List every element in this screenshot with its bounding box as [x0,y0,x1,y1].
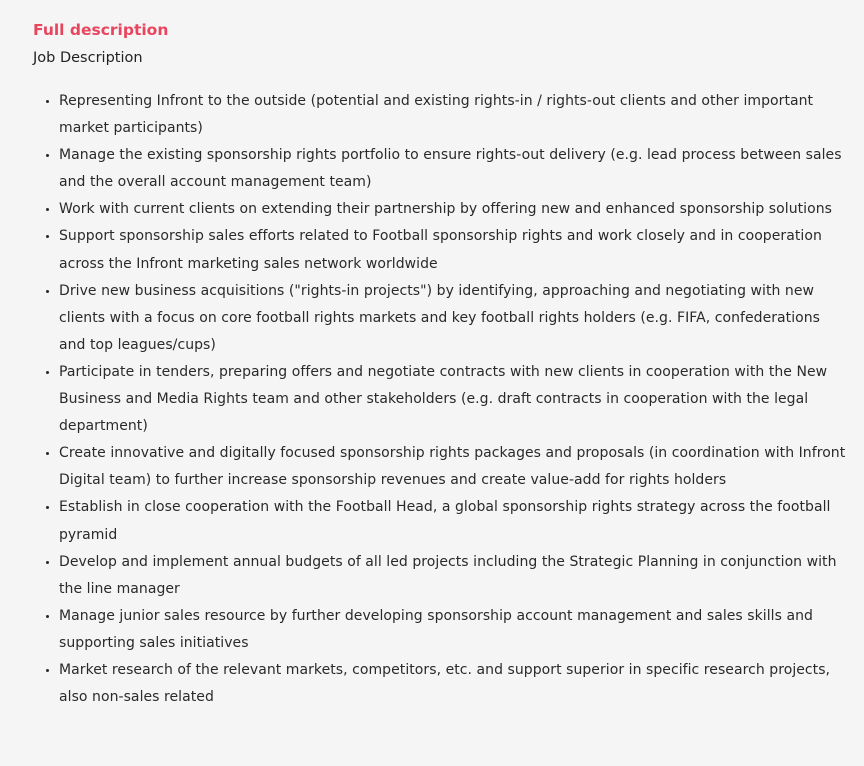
list-item [33,196,848,223]
list-item [33,494,848,548]
bullet-dot-icon [46,235,49,238]
list-item-text: Market research of the relevant markets, competitors, etc. and support superior in specific research projects, also non-sales related [59,661,831,706]
bullet-dot-icon [46,669,49,672]
section-subtitle: Job Description [33,50,143,66]
list-item-text: Participate in tenders, preparing offers and negotiate contracts with new clients in cooperation with the New Business and Media Rights team and other stakeholders (e.g. draft contracts in cooperation with the legal department) [59,363,828,435]
job-description-section [33,19,848,711]
list-item [33,223,848,277]
list-item-text: Support sponsorship sales efforts related to Football sponsorship rights and work closely and in cooperation across the Infront marketing sales network worldwide [59,228,822,272]
bullet-dot-icon [46,290,49,293]
bullet-dot-icon [46,506,49,509]
bullet-dot-icon [46,615,49,618]
list-item [33,440,848,494]
list-item-text: Drive new business acquisitions ("rights-in projects") by identifying, approaching and negotiating with new clients with a focus on core football rights markets and key football rights holders (e.g. FIFA, confederations and top leagues/cups) [59,282,821,353]
list-item-text: Manage the existing sponsorship rights portfolio to ensure rights-out delivery (e.g. lead process between sales and the overall account management team) [59,147,842,191]
list-item-text: Establish in close cooperation with the Football Head, a global sponsorship rights strategy across the football pyramid [59,499,831,543]
list-item-text: Representing Infront to the outside (potential and existing rights-in / rights-out clients and other important market participants) [59,93,814,137]
section-title: Full description [33,21,169,39]
list-item-text: Develop and implement annual budgets of all led projects including the Strategic Planning in conjunction with the line manager [59,553,837,597]
list-item [33,657,848,711]
list-item [33,603,848,657]
list-item [33,278,848,359]
list-item [33,549,848,603]
bullet-dot-icon [46,100,49,103]
list-item [33,359,848,440]
bullet-dot-icon [46,452,49,455]
list-item-text: Create innovative and digitally focused sponsorship rights packages and proposals (in coordination with Infront Digital team) to further increase sponsorship revenues and create value-add for rights holders [59,445,846,489]
bullet-dot-icon [46,561,49,564]
responsibilities-list [33,88,848,711]
list-item [33,88,848,142]
bullet-dot-icon [46,154,49,157]
list-item-text: Work with current clients on extending their partnership by offering new and enhanced sponsorship solutions [59,201,832,218]
bullet-dot-icon [46,208,49,211]
list-item-text: Manage junior sales resource by further developing sponsorship account management and sales skills and supporting sales initiatives [59,607,813,651]
bullet-dot-icon [46,371,49,374]
list-item [33,142,848,196]
